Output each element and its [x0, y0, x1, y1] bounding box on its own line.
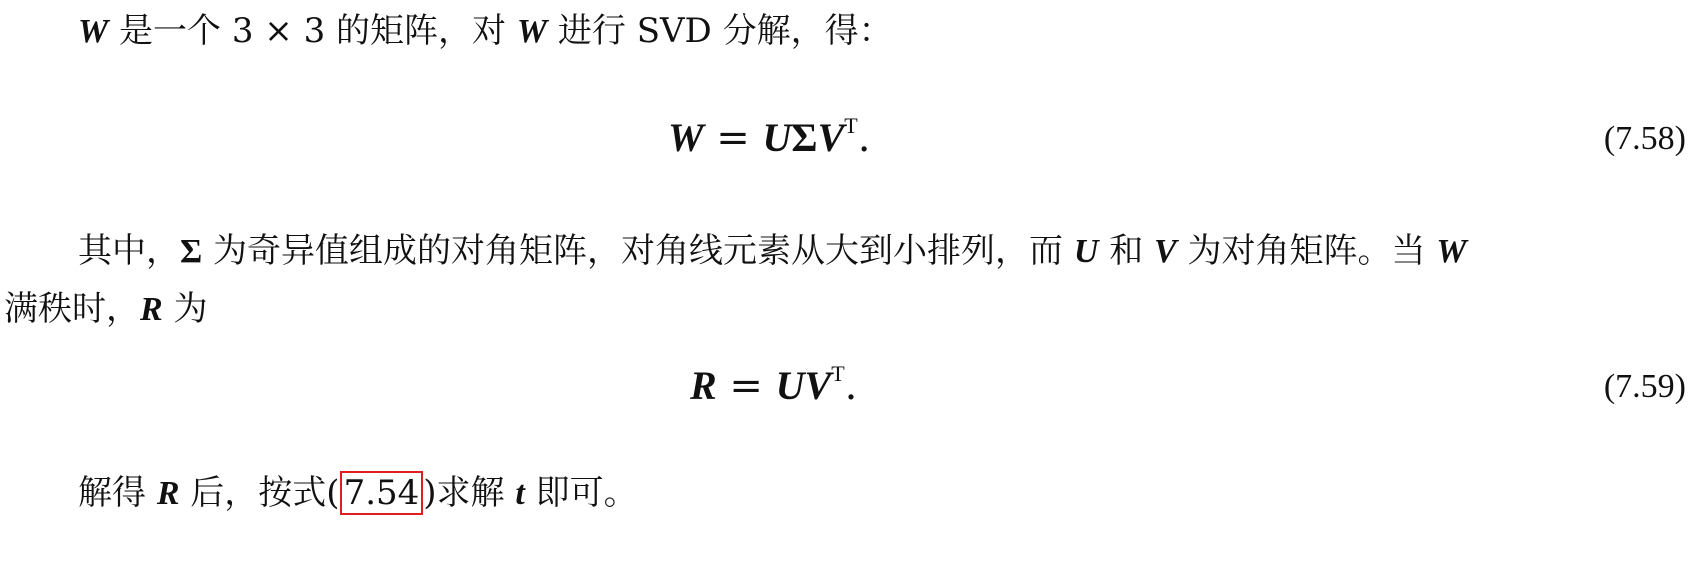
equals-sign: = — [703, 115, 763, 161]
equation-7-58 — [668, 113, 871, 161]
text: 后，按式( — [179, 473, 340, 513]
text: 是一个 3 × 3 的矩阵，对 — [108, 11, 517, 51]
paragraph-1 — [78, 11, 893, 51]
math-symbol-t: t — [515, 475, 525, 512]
text: 进行 SVD 分解，得： — [547, 11, 893, 51]
equation-number: (7.58) — [1603, 120, 1686, 157]
math-symbol-U: U — [762, 115, 792, 160]
math-symbol-W: W — [1436, 233, 1467, 270]
text: 其中， — [78, 231, 180, 271]
math-symbol-sigma: Σ — [791, 115, 818, 160]
math-symbol-W: W — [78, 13, 109, 50]
math-symbol-R: R — [690, 363, 717, 408]
text: 和 — [1098, 231, 1155, 271]
equation-number: (7.59) — [1603, 368, 1686, 405]
math-symbol-R: R — [156, 475, 180, 512]
math-symbol-V: V — [1154, 233, 1177, 270]
transpose-superscript: T — [844, 113, 858, 138]
period: . — [844, 363, 858, 409]
period: . — [857, 115, 871, 161]
math-symbol-W: W — [516, 13, 548, 50]
math-symbol-U: U — [775, 363, 805, 408]
equals-sign: = — [716, 363, 776, 409]
paragraph-3 — [4, 289, 208, 329]
equation-reference-link[interactable]: 7.54 — [340, 471, 424, 515]
text: 为奇异值组成的对角矩阵，对角线元素从大到小排列，而 — [202, 231, 1074, 271]
math-symbol-V: V — [804, 363, 832, 408]
transpose-superscript: T — [831, 361, 845, 386]
text: 满秩时， — [4, 289, 140, 329]
text: )求解 — [423, 473, 516, 513]
math-symbol-R: R — [140, 291, 163, 328]
paragraph-4 — [78, 473, 638, 513]
math-symbol-V: V — [817, 115, 845, 160]
math-symbol-sigma: Σ — [180, 233, 203, 270]
text: 即可。 — [524, 473, 638, 513]
equation-7-59 — [690, 361, 858, 409]
text: 为 — [162, 289, 208, 329]
math-symbol-W: W — [668, 115, 704, 160]
math-symbol-U: U — [1073, 233, 1099, 270]
text: 为对角矩阵。当 — [1176, 231, 1437, 271]
paragraph-2 — [78, 231, 1467, 271]
text: 解得 — [78, 473, 157, 513]
